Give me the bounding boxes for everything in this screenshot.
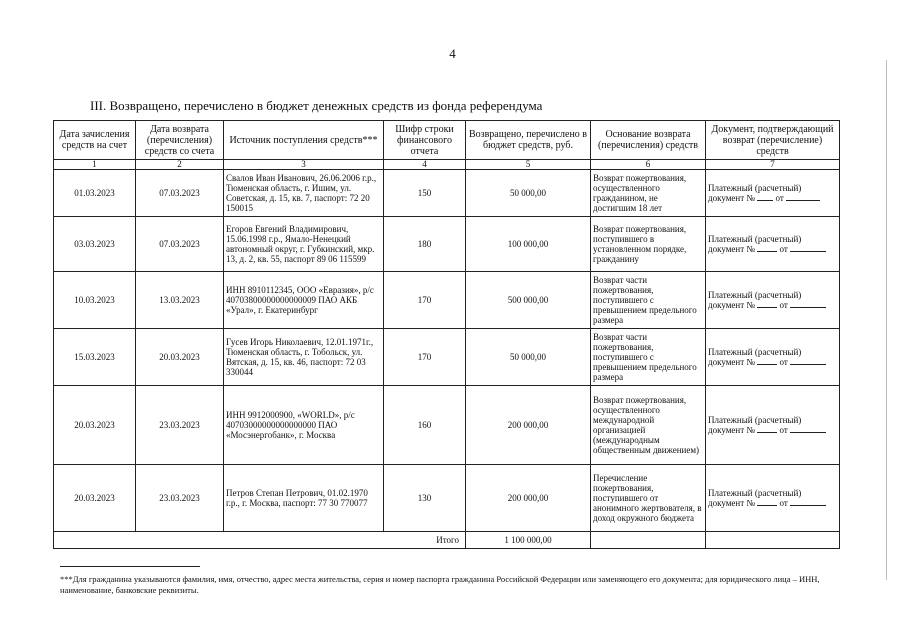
document-cell [706, 329, 840, 386]
code-cell: 160 [384, 386, 466, 465]
column-number: 5 [466, 160, 591, 170]
date-in-cell: 10.03.2023 [54, 272, 136, 329]
document-label: Платежный (расчетный) документ № [708, 488, 802, 508]
total-row [54, 532, 840, 549]
document-from: от [775, 193, 784, 203]
total-label: Итого [54, 532, 466, 549]
amount-cell: 200 000,00 [466, 465, 591, 532]
reason-cell: Перечисление пожертвования, поступившего от анонимного жертвователя, в доход окружного бюджета [591, 465, 706, 532]
date-out-cell: 20.03.2023 [136, 329, 224, 386]
document-label: Платежный (расчетный) документ № [708, 183, 802, 203]
document-from: от [779, 425, 788, 435]
date-out-cell: 13.03.2023 [136, 272, 224, 329]
footnote-divider [60, 566, 200, 567]
amount-cell: 50 000,00 [466, 170, 591, 217]
empty-cell [591, 532, 706, 549]
date-out-cell: 23.03.2023 [136, 465, 224, 532]
header-document: Документ, подтверждающий возврат (перечисление) средств [706, 121, 840, 160]
document-cell [706, 465, 840, 532]
table-header-row [54, 121, 840, 160]
table-row [54, 386, 840, 465]
reason-cell: Возврат части пожертвования, поступившего с превышением предельного размера [591, 329, 706, 386]
column-number: 4 [384, 160, 466, 170]
code-cell: 130 [384, 465, 466, 532]
source-cell: Гусев Игорь Николаевич, 12.01.1971г., Тюменская область, г. Тобольск, ул. Вятская, д. 15, кв. 46, паспорт: 72 03 330044 [224, 329, 384, 386]
header-date-out: Дата возврата (перечисления) средств со счета [136, 121, 224, 160]
code-cell: 180 [384, 217, 466, 272]
reason-cell: Возврат пожертвования, осуществленного международной организацией (международным общественным движением) [591, 386, 706, 465]
document-label: Платежный (расчетный) документ № [708, 234, 802, 254]
document-from: от [779, 300, 788, 310]
scan-edge-mark [886, 60, 887, 580]
code-cell: 170 [384, 329, 466, 386]
table-row [54, 329, 840, 386]
source-cell: ИНН 8910112345, ООО «Евразия», р/с 40703800000000000009 ПАО АКБ «Урал», г. Екатеринбург [224, 272, 384, 329]
amount-cell: 500 000,00 [466, 272, 591, 329]
document-cell [706, 217, 840, 272]
source-cell: Петров Степан Петрович, 01.02.1970 г.р., г. Москва, паспорт: 77 30 770077 [224, 465, 384, 532]
table-row [54, 465, 840, 532]
reason-cell: Возврат части пожертвования, поступившего с превышением предельного размера [591, 272, 706, 329]
header-source: Источник поступления средств*** [224, 121, 384, 160]
column-number-row [54, 160, 840, 170]
code-cell: 150 [384, 170, 466, 217]
column-number: 3 [224, 160, 384, 170]
date-in-cell: 15.03.2023 [54, 329, 136, 386]
header-date-in: Дата зачисления средств на счет [54, 121, 136, 160]
section-title: III. Возвращено, перечислено в бюджет денежных средств из фонда референдума [90, 98, 543, 113]
header-amount: Возвращено, перечислено в бюджет средств, руб. [466, 121, 591, 160]
date-out-cell: 07.03.2023 [136, 170, 224, 217]
reason-cell: Возврат пожертвования, поступившего в установленном порядке, гражданину [591, 217, 706, 272]
date-out-cell: 23.03.2023 [136, 386, 224, 465]
document-from: от [779, 357, 788, 367]
date-in-cell: 20.03.2023 [54, 386, 136, 465]
footnote: ***Для гражданина указываются фамилия, имя, отчество, адрес места жительства, серия и номер паспорта гражданина Российской Федерации или заменяющего его документа; для юридического лица – ИНН, наименование, банковские реквизиты. [60, 574, 820, 595]
date-out-cell: 07.03.2023 [136, 217, 224, 272]
date-in-cell: 20.03.2023 [54, 465, 136, 532]
page-number: 4 [449, 46, 456, 61]
document-cell [706, 386, 840, 465]
document-label: Платежный (расчетный) документ № [708, 415, 802, 435]
table-row [54, 272, 840, 329]
empty-cell [706, 532, 840, 549]
amount-cell: 50 000,00 [466, 329, 591, 386]
source-cell: ИНН 9912000900, «WORLD», р/с 40703000000000000000 ПАО «Мосэнергобанк», г. Москва [224, 386, 384, 465]
column-number: 1 [54, 160, 136, 170]
total-amount: 1 100 000,00 [466, 532, 591, 549]
source-cell: Егоров Евгений Владимирович, 15.06.1998 г.р., Ямало-Ненецкий автономный округ, г. Губкинский, мкр. 13, д. 2, кв. 55, паспорт 89 06 115599 [224, 217, 384, 272]
header-code: Шифр строки финансового отчета [384, 121, 466, 160]
document-from: от [779, 498, 788, 508]
date-in-cell: 03.03.2023 [54, 217, 136, 272]
column-number: 2 [136, 160, 224, 170]
document-cell [706, 170, 840, 217]
date-in-cell: 01.03.2023 [54, 170, 136, 217]
header-reason: Основание возврата (перечисления) средств [591, 121, 706, 160]
refund-table [53, 120, 840, 549]
source-cell: Свалов Иван Иванович, 26.06.2006 г.р., Тюменская область, г. Ишим, ул. Советская, д. 15, кв. 7, паспорт: 72 20 150015 [224, 170, 384, 217]
column-number: 7 [706, 160, 840, 170]
document-from: от [779, 244, 788, 254]
reason-cell: Возврат пожертвования, осуществленного гражданином, не достигшим 18 лет [591, 170, 706, 217]
amount-cell: 100 000,00 [466, 217, 591, 272]
amount-cell: 200 000,00 [466, 386, 591, 465]
document-cell [706, 272, 840, 329]
table-row [54, 217, 840, 272]
column-number: 6 [591, 160, 706, 170]
code-cell: 170 [384, 272, 466, 329]
document-label: Платежный (расчетный) документ № [708, 290, 802, 310]
document-label: Платежный (расчетный) документ № [708, 347, 802, 367]
table-row [54, 170, 840, 217]
